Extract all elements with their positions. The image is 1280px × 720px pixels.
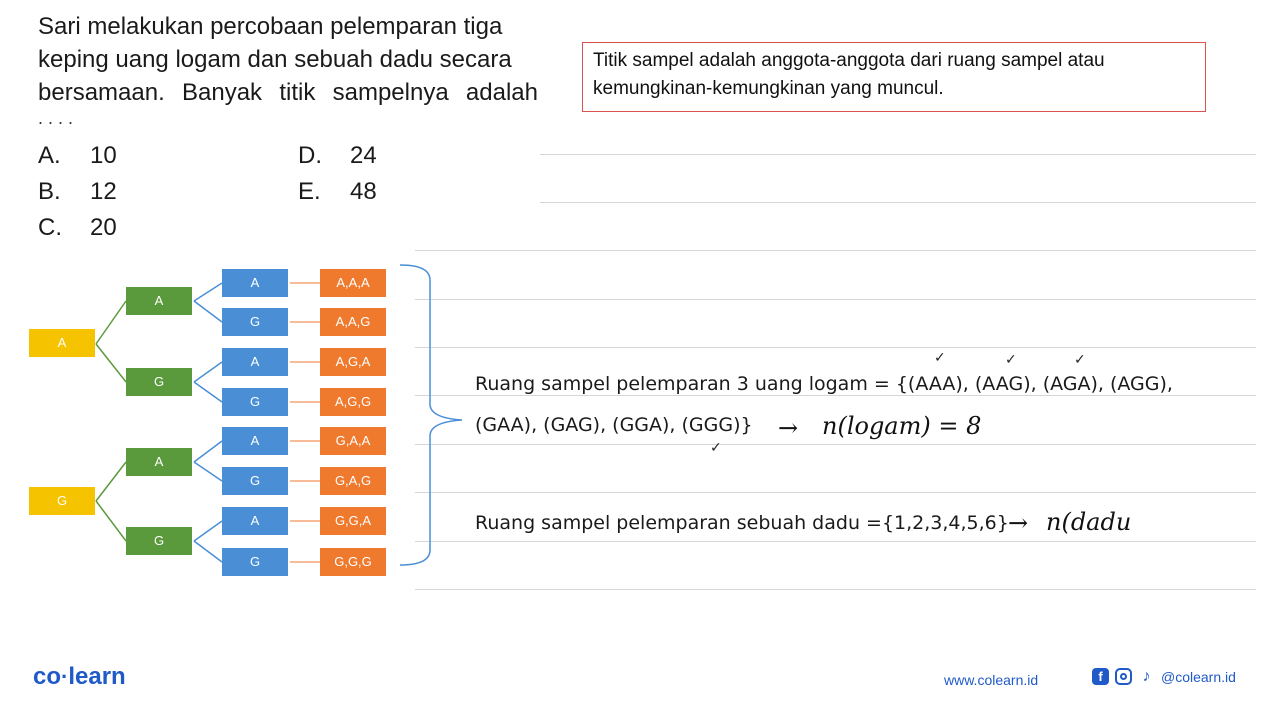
tree-node-level2: G bbox=[126, 527, 192, 555]
question-ellipsis: .... bbox=[38, 108, 79, 128]
logo-part: learn bbox=[68, 663, 126, 690]
ruled-line bbox=[415, 299, 1256, 300]
ruled-line bbox=[540, 202, 1256, 203]
tree-node-level3: A bbox=[222, 269, 288, 297]
tick-mark: ✓ bbox=[934, 350, 946, 366]
option-value: 10 bbox=[90, 142, 117, 169]
tree-node-level3: A bbox=[222, 427, 288, 455]
tree-node-level3: A bbox=[222, 348, 288, 376]
tree-node-level2: A bbox=[126, 287, 192, 315]
website-link[interactable]: www.colearn.id bbox=[944, 672, 1039, 688]
social-links bbox=[1092, 668, 1236, 690]
tree-outcome: G,G,G bbox=[320, 548, 386, 576]
option-key: C. bbox=[38, 214, 62, 241]
arrow-icon: → bbox=[778, 414, 799, 442]
tick-mark: ✓ bbox=[710, 440, 722, 456]
option-key: E. bbox=[298, 178, 321, 205]
tree-outcome: A,A,A bbox=[320, 269, 386, 297]
tree-outcome: A,A,G bbox=[320, 308, 386, 336]
colearn-logo bbox=[33, 663, 126, 691]
definition-line-1: Titik sampel adalah anggota-anggota dari ruang sampel atau bbox=[593, 50, 1105, 71]
tree-outcome: G,A,G bbox=[320, 467, 386, 495]
arrow-icon: → bbox=[1008, 509, 1029, 537]
logo-part: co bbox=[33, 663, 62, 690]
tick-mark: ✓ bbox=[1074, 352, 1086, 368]
tree-node-level3: G bbox=[222, 548, 288, 576]
coin-count-handwritten: n(logam) = 8 bbox=[822, 412, 982, 440]
facebook-icon[interactable]: f bbox=[1092, 668, 1109, 685]
tree-node-level3: G bbox=[222, 467, 288, 495]
ruled-line bbox=[415, 395, 1256, 396]
option-value: 12 bbox=[90, 178, 117, 205]
option-key: D. bbox=[298, 142, 322, 169]
ruled-line bbox=[540, 154, 1256, 155]
option-value: 24 bbox=[350, 142, 377, 169]
tree-root-a: A bbox=[29, 329, 95, 357]
question-line-3: bersamaan. Banyak titik sampelnya adalah bbox=[38, 79, 538, 106]
ruled-line bbox=[415, 492, 1256, 493]
tree-node-level3: A bbox=[222, 507, 288, 535]
tree-root-g: G bbox=[29, 487, 95, 515]
tiktok-icon[interactable]: ♪ bbox=[1142, 668, 1151, 686]
ruled-line bbox=[415, 541, 1256, 542]
logo-dot: · bbox=[61, 664, 69, 689]
tree-node-level2: G bbox=[126, 368, 192, 396]
tree-node-level2: A bbox=[126, 448, 192, 476]
question-line-1: Sari melakukan percobaan pelemparan tiga bbox=[38, 13, 503, 40]
option-value: 48 bbox=[350, 178, 377, 205]
tick-mark: ✓ bbox=[1005, 352, 1017, 368]
tree-outcome: G,A,A bbox=[320, 427, 386, 455]
dice-sample-space: Ruang sampel pelemparan sebuah dadu ={1,2,3,4,5,6} bbox=[475, 512, 1009, 534]
tree-outcome: A,G,G bbox=[320, 388, 386, 416]
option-value: 20 bbox=[90, 214, 117, 241]
tree-outcome: G,G,A bbox=[320, 507, 386, 535]
definition-line-2: kemungkinan-kemungkinan yang muncul. bbox=[593, 78, 944, 99]
tree-outcome: A,G,A bbox=[320, 348, 386, 376]
ruled-line bbox=[415, 589, 1256, 590]
option-key: B. bbox=[38, 178, 61, 205]
ruled-line bbox=[415, 347, 1256, 348]
option-key: A. bbox=[38, 142, 61, 169]
definition-box bbox=[582, 42, 1206, 112]
social-handle[interactable]: @colearn.id bbox=[1161, 668, 1236, 685]
instagram-icon[interactable] bbox=[1115, 668, 1132, 685]
coin-sample-space-line-2: (GAA), (GAG), (GGA), (GGG)} bbox=[475, 414, 753, 436]
coin-sample-space-line-1: Ruang sampel pelemparan 3 uang logam = {(AAA), (AAG), (AGA), (AGG), bbox=[475, 373, 1173, 395]
ruled-line bbox=[415, 250, 1256, 251]
ruled-line bbox=[415, 444, 1256, 445]
tree-node-level3: G bbox=[222, 388, 288, 416]
tree-node-level3: G bbox=[222, 308, 288, 336]
dice-count-handwritten: n(dadu bbox=[1046, 508, 1132, 536]
question-line-2: keping uang logam dan sebuah dadu secara bbox=[38, 46, 512, 73]
